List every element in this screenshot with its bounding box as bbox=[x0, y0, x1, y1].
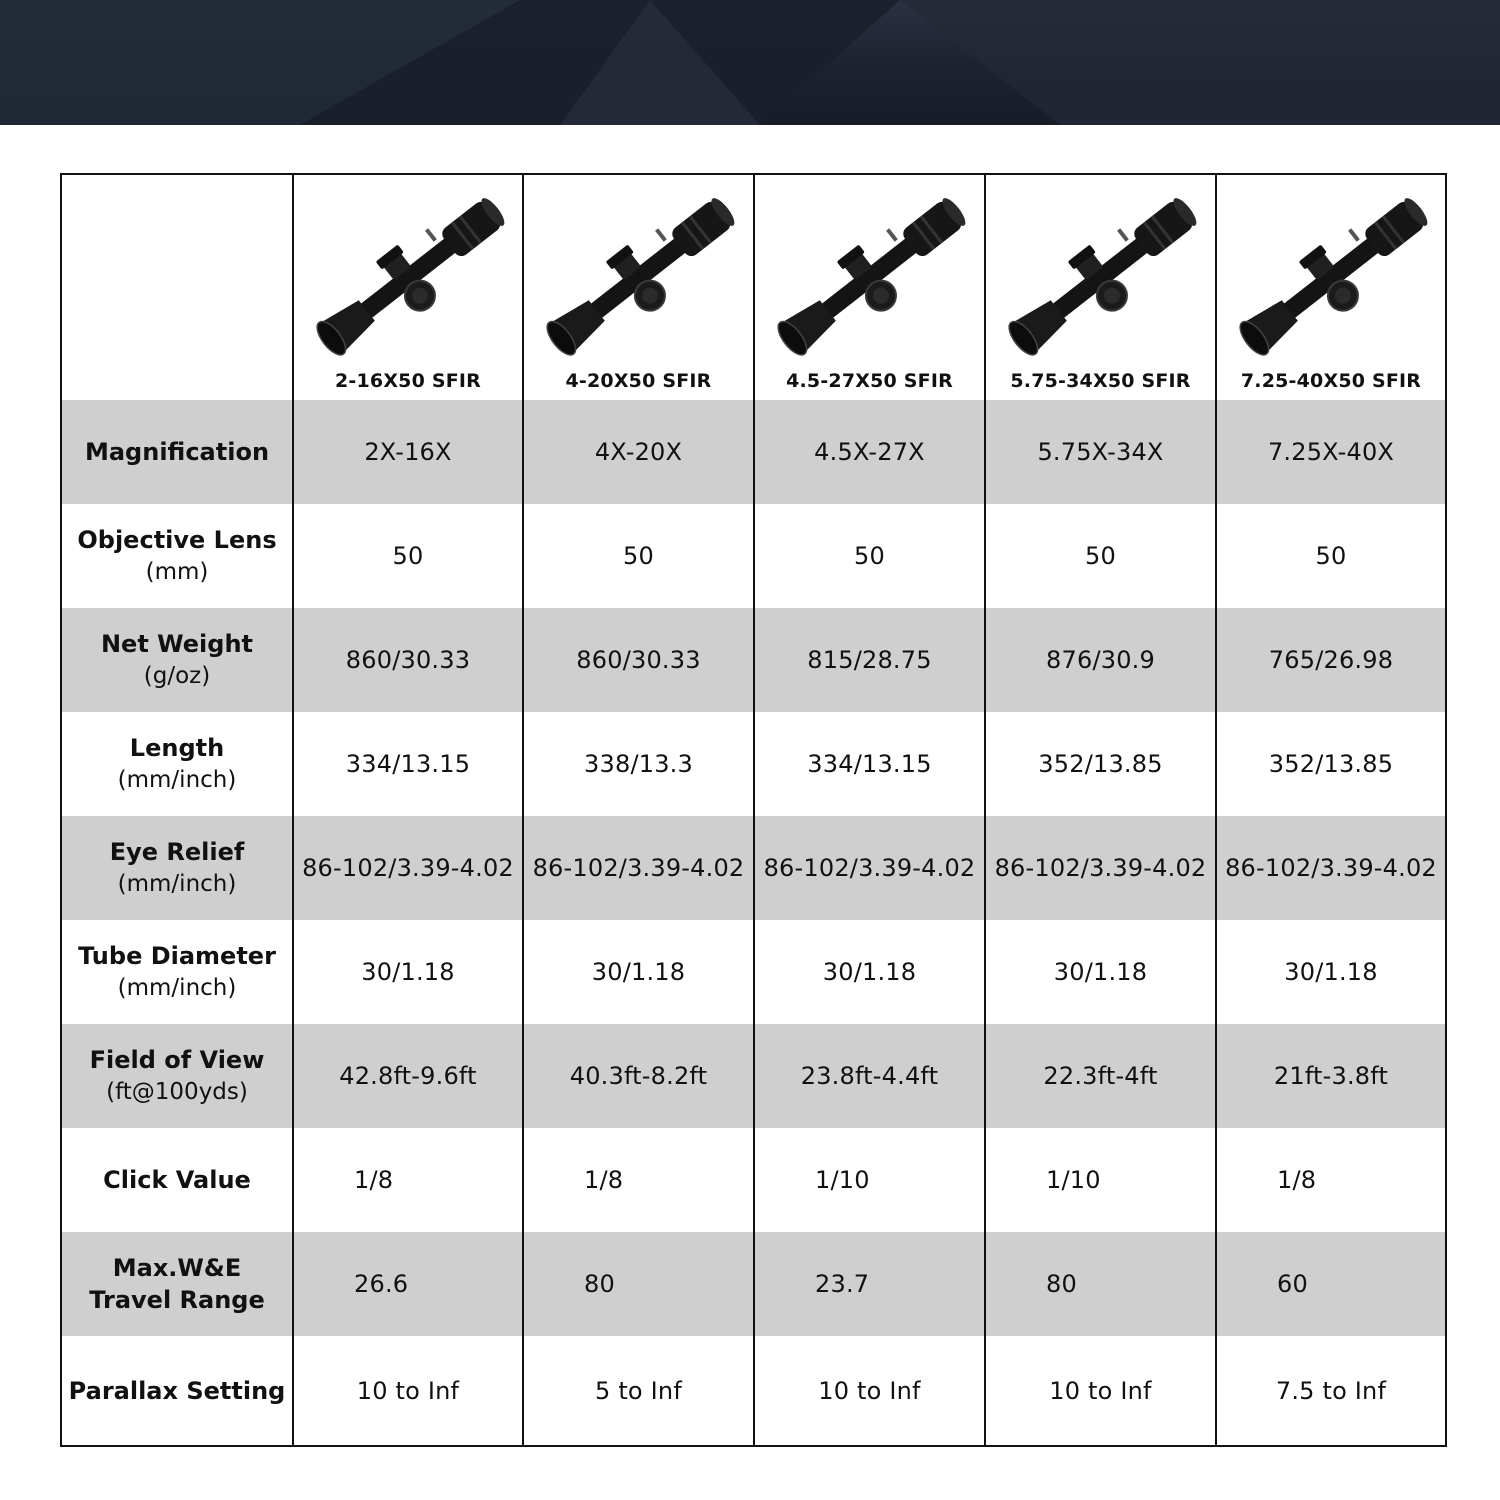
spec-cell bbox=[985, 816, 1216, 920]
spec-cell bbox=[1216, 816, 1446, 920]
spec-cell bbox=[1216, 712, 1446, 816]
row-unit: (ft@100yds) bbox=[106, 1079, 248, 1105]
spec-comparison-table bbox=[60, 173, 1447, 1447]
spec-row-eye-relief bbox=[61, 816, 1446, 920]
spec-value: 42.8ft-9.6ft bbox=[339, 1062, 477, 1090]
spec-cell bbox=[523, 608, 754, 712]
spec-value: 86-102/3.39-4.02 bbox=[302, 854, 514, 882]
spec-cell bbox=[985, 1024, 1216, 1128]
spec-value: 860/30.33 bbox=[576, 646, 701, 674]
spec-cell bbox=[985, 1232, 1216, 1336]
row-unit: (mm/inch) bbox=[117, 871, 237, 897]
row-label-cell bbox=[61, 1336, 293, 1446]
row-label-cell bbox=[61, 504, 293, 608]
spec-cell bbox=[293, 400, 523, 504]
spec-row-travel-range bbox=[61, 1232, 1446, 1336]
spec-value: 10 to Inf bbox=[1049, 1376, 1152, 1405]
spec-row-tube-diameter bbox=[61, 920, 1446, 1024]
spec-value: 876/30.9 bbox=[1046, 646, 1155, 674]
product-column-5 bbox=[1216, 174, 1446, 400]
spec-cell bbox=[985, 608, 1216, 712]
spec-cell bbox=[293, 816, 523, 920]
product-column-2 bbox=[523, 174, 754, 400]
spec-cell bbox=[293, 712, 523, 816]
spec-value: 1/10 bbox=[815, 1166, 870, 1194]
spec-cell bbox=[754, 608, 985, 712]
spec-value: 1/8 bbox=[354, 1166, 394, 1194]
spec-cell bbox=[1216, 1128, 1446, 1232]
spec-value: 815/28.75 bbox=[807, 646, 932, 674]
spec-value: 21ft-3.8ft bbox=[1273, 1062, 1389, 1090]
spec-cell bbox=[754, 1024, 985, 1128]
spec-cell bbox=[1216, 608, 1446, 712]
spec-row-objective-lens bbox=[61, 504, 1446, 608]
spec-cell bbox=[1216, 1336, 1446, 1446]
spec-cell bbox=[754, 400, 985, 504]
product-model-label: 4.5-27X50 SFIR bbox=[786, 370, 953, 392]
spec-value: 4X-20X bbox=[594, 438, 683, 466]
row-label-cell bbox=[61, 1024, 293, 1128]
spec-value: 50 bbox=[392, 542, 424, 570]
spec-cell bbox=[754, 920, 985, 1024]
spec-cell bbox=[523, 1024, 754, 1128]
spec-cell bbox=[985, 504, 1216, 608]
product-column-3 bbox=[754, 174, 985, 400]
row-label: Eye Relief bbox=[109, 838, 245, 866]
spec-value: 26.6 bbox=[354, 1270, 409, 1298]
product-header-row bbox=[61, 174, 1446, 400]
spec-value: 1/8 bbox=[1277, 1166, 1317, 1194]
corner-cell bbox=[61, 174, 293, 400]
spec-value: 5.75X-34X bbox=[1037, 438, 1164, 466]
product-column-1 bbox=[293, 174, 523, 400]
spec-cell bbox=[523, 1336, 754, 1446]
spec-cell bbox=[985, 920, 1216, 1024]
row-label-cell bbox=[61, 1232, 293, 1336]
spec-cell bbox=[1216, 920, 1446, 1024]
spec-value: 50 bbox=[1085, 542, 1116, 570]
row-label: Magnification bbox=[84, 438, 270, 466]
spec-value: 7.5 to Inf bbox=[1275, 1376, 1387, 1405]
spec-value: 40.3ft-8.2ft bbox=[569, 1062, 708, 1090]
product-model-label: 2-16X50 SFIR bbox=[334, 370, 481, 392]
row-label: Objective Lens bbox=[77, 526, 277, 554]
row-label-cell bbox=[61, 920, 293, 1024]
spec-value: 86-102/3.39-4.02 bbox=[1225, 854, 1437, 882]
spec-value: 338/13.3 bbox=[584, 750, 693, 778]
spec-row-net-weight bbox=[61, 608, 1446, 712]
spec-value: 50 bbox=[854, 542, 885, 570]
rifle-scope-icon bbox=[1004, 179, 1204, 364]
row-label-line-2: Travel Range bbox=[89, 1286, 265, 1314]
row-label-cell bbox=[61, 712, 293, 816]
spec-cell bbox=[754, 712, 985, 816]
spec-cell bbox=[293, 1336, 523, 1446]
spec-value: 80 bbox=[584, 1270, 615, 1298]
row-unit: (mm/inch) bbox=[117, 975, 237, 1001]
spec-cell bbox=[523, 712, 754, 816]
product-model-label: 4-20X50 SFIR bbox=[565, 370, 712, 392]
spec-value: 30/1.18 bbox=[1053, 958, 1148, 986]
banner-texture bbox=[0, 0, 1500, 125]
spec-row-click-value bbox=[61, 1128, 1446, 1232]
spec-value: 86-102/3.39-4.02 bbox=[532, 854, 745, 882]
spec-cell bbox=[523, 920, 754, 1024]
spec-cell bbox=[523, 816, 754, 920]
header-banner bbox=[0, 0, 1500, 125]
spec-value: 334/13.15 bbox=[807, 750, 932, 778]
rifle-scope-icon bbox=[312, 179, 512, 364]
spec-cell bbox=[523, 1128, 754, 1232]
spec-cell bbox=[985, 1336, 1216, 1446]
spec-value: 86-102/3.39-4.02 bbox=[763, 854, 976, 882]
spec-cell bbox=[754, 504, 985, 608]
spec-value: 10 to Inf bbox=[818, 1376, 921, 1405]
row-label: Click Value bbox=[103, 1166, 251, 1194]
spec-value: 1/8 bbox=[584, 1166, 624, 1194]
spec-cell bbox=[293, 920, 523, 1024]
row-label: Net Weight bbox=[100, 630, 254, 658]
spec-cell bbox=[754, 1336, 985, 1446]
spec-value: 860/30.33 bbox=[345, 646, 471, 674]
rifle-scope-icon bbox=[773, 179, 973, 364]
spec-value: 10 to Inf bbox=[356, 1376, 460, 1405]
spec-value: 352/13.85 bbox=[1038, 750, 1163, 778]
spec-cell bbox=[754, 1128, 985, 1232]
row-label-cell bbox=[61, 816, 293, 920]
spec-value: 86-102/3.39-4.02 bbox=[994, 854, 1207, 882]
spec-cell bbox=[1216, 400, 1446, 504]
spec-value: 80 bbox=[1046, 1270, 1077, 1298]
row-label: Max.W&E bbox=[112, 1254, 242, 1282]
row-label: Tube Diameter bbox=[78, 942, 276, 970]
spec-cell bbox=[293, 1024, 523, 1128]
product-model-label: 7.25-40X50 SFIR bbox=[1240, 370, 1422, 392]
spec-cell bbox=[985, 1128, 1216, 1232]
spec-cell bbox=[293, 608, 523, 712]
row-unit: (mm/inch) bbox=[117, 767, 237, 793]
spec-value: 1/10 bbox=[1046, 1166, 1101, 1194]
spec-row-parallax-setting bbox=[61, 1336, 1446, 1446]
spec-cell bbox=[1216, 1232, 1446, 1336]
spec-value: 352/13.85 bbox=[1268, 750, 1394, 778]
spec-value: 50 bbox=[1315, 542, 1347, 570]
spec-cell bbox=[985, 400, 1216, 504]
row-unit: (mm) bbox=[145, 559, 209, 585]
spec-value: 7.25X-40X bbox=[1267, 438, 1395, 466]
spec-value: 30/1.18 bbox=[1284, 958, 1378, 986]
spec-value: 30/1.18 bbox=[822, 958, 917, 986]
spec-cell bbox=[523, 504, 754, 608]
spec-value: 4.5X-27X bbox=[814, 438, 925, 466]
spec-value: 30/1.18 bbox=[591, 958, 686, 986]
row-label-cell bbox=[61, 1128, 293, 1232]
row-label: Length bbox=[129, 734, 225, 762]
spec-cell bbox=[1216, 1024, 1446, 1128]
row-label-cell bbox=[61, 608, 293, 712]
spec-value: 23.8ft-4.4ft bbox=[800, 1062, 939, 1090]
spec-value: 22.3ft-4ft bbox=[1043, 1062, 1158, 1090]
row-label-cell bbox=[61, 400, 293, 504]
spec-value: 23.7 bbox=[815, 1270, 870, 1298]
row-label: Parallax Setting bbox=[68, 1376, 286, 1405]
row-label: Field of View bbox=[89, 1046, 265, 1074]
spec-value: 30/1.18 bbox=[361, 958, 455, 986]
product-column-4 bbox=[985, 174, 1216, 400]
spec-value: 5 to Inf bbox=[595, 1376, 682, 1405]
rifle-scope-icon bbox=[542, 179, 742, 364]
spec-cell bbox=[754, 816, 985, 920]
spec-value: 60 bbox=[1277, 1270, 1308, 1298]
spec-cell bbox=[523, 400, 754, 504]
spec-row-length bbox=[61, 712, 1446, 816]
spec-cell bbox=[985, 712, 1216, 816]
spec-value: 2X-16X bbox=[364, 438, 452, 466]
spec-cell bbox=[293, 504, 523, 608]
spec-cell bbox=[293, 1232, 523, 1336]
spec-value: 334/13.15 bbox=[345, 750, 471, 778]
spec-cell bbox=[293, 1128, 523, 1232]
spec-row-field-of-view bbox=[61, 1024, 1446, 1128]
rifle-scope-icon bbox=[1235, 179, 1435, 364]
spec-cell bbox=[754, 1232, 985, 1336]
product-model-label: 5.75-34X50 SFIR bbox=[1010, 370, 1191, 392]
spec-row-magnification bbox=[61, 400, 1446, 504]
spec-cell bbox=[1216, 504, 1446, 608]
spec-value: 765/26.98 bbox=[1268, 646, 1394, 674]
row-unit: (g/oz) bbox=[143, 663, 211, 689]
spec-cell bbox=[523, 1232, 754, 1336]
spec-value: 50 bbox=[623, 542, 654, 570]
